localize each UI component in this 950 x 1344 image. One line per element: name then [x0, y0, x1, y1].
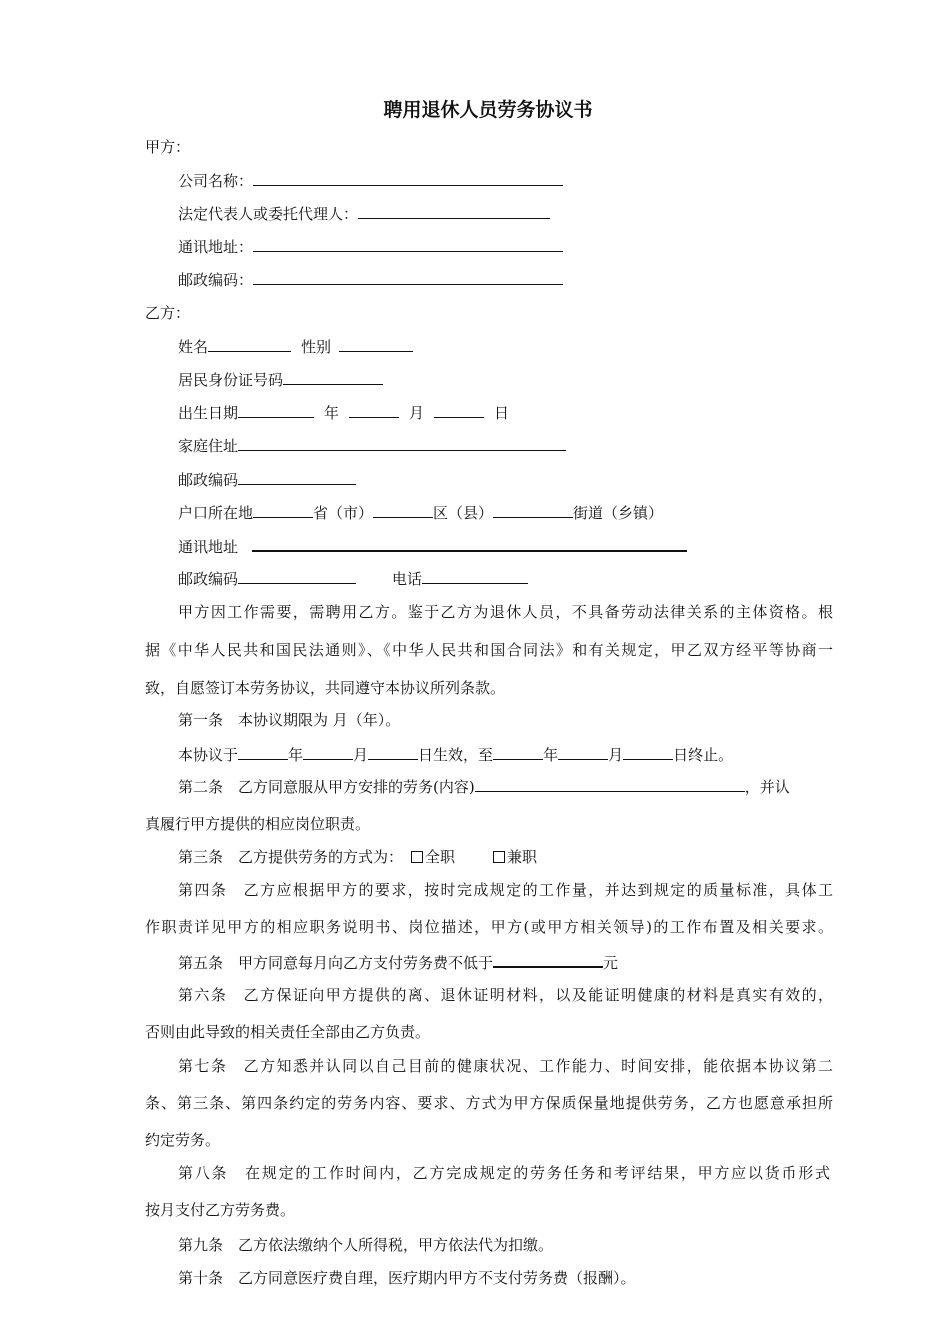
- term-start-month-blank[interactable]: [303, 744, 353, 760]
- hukou-district-label: 区（县）: [433, 504, 494, 522]
- term-end-year-blank[interactable]: [493, 744, 543, 760]
- article-8-line-2: 按月支付乙方劳务费。: [145, 1201, 296, 1219]
- hukou-street-label: 街道（乡镇）: [573, 504, 664, 522]
- term-start-month-label: 月: [353, 746, 369, 764]
- article-3-row: [178, 847, 537, 867]
- party-b-gender-label: 性别: [301, 338, 332, 356]
- intro-line-1: 甲方因工作需要，需聘用乙方。鉴于乙方为退休人员，不具备劳动法律关系的主体资格。根: [178, 603, 833, 621]
- fulltime-label: 全职: [425, 848, 456, 866]
- article-5-suffix: 元: [603, 954, 619, 972]
- article-5-row: [178, 951, 618, 973]
- article-9: 第九条 乙方依法缴纳个人所得税，甲方依法代为扣缴。: [178, 1236, 554, 1254]
- party-a-rep-row: [178, 203, 550, 224]
- article-10: 第十条 乙方同意医疗费自理，医疗期内甲方不支付劳务费（报酬）。: [178, 1269, 636, 1287]
- party-b-home-label: 家庭住址: [178, 437, 239, 455]
- article-2-prefix: 第二条 乙方同意服从甲方安排的劳务(内容): [178, 778, 475, 796]
- party-a-postcode-blank[interactable]: [253, 269, 563, 285]
- party-a-address-blank[interactable]: [253, 236, 563, 252]
- document-title: 聘用退休人员劳务协议书: [383, 99, 593, 121]
- hukou-street-blank[interactable]: [493, 502, 573, 518]
- party-b-label: 乙方：: [145, 304, 191, 322]
- term-start-day-blank[interactable]: [368, 744, 418, 760]
- term-end-month-label: 月: [608, 746, 624, 764]
- term-start-year-label: 年: [288, 746, 304, 764]
- party-b-name-blank[interactable]: [208, 336, 291, 352]
- party-a-postcode-label: 邮政编码：: [178, 271, 254, 289]
- party-b-name-row: [178, 336, 413, 357]
- intro-line-3: 致，自愿签订本劳务协议，共同遵守本协议所列条款。: [145, 679, 506, 697]
- parttime-label: 兼职: [507, 848, 538, 866]
- term-prefix: 本协议于: [178, 746, 239, 764]
- term-start-day-label: 日生效，至: [418, 746, 494, 764]
- article-2-row: [178, 776, 790, 797]
- party-b-postcode2-label: 邮政编码: [178, 570, 239, 588]
- birth-day-blank[interactable]: [434, 402, 484, 418]
- hukou-province-label: 省（市）: [313, 504, 374, 522]
- party-b-address-row: [178, 535, 687, 557]
- article-8-line-1: 第八条 在规定的工作时间内，乙方完成规定的劳务任务和考评结果，甲方应以货币形式: [178, 1164, 830, 1182]
- party-b-postcode2-blank[interactable]: [238, 568, 356, 584]
- party-b-birth-label: 出生日期: [178, 404, 239, 422]
- article-3-prefix: 第三条 乙方提供劳务的方式为：: [178, 848, 404, 866]
- party-a-company-label: 公司名称：: [178, 172, 254, 190]
- party-b-address-blank[interactable]: [252, 535, 687, 552]
- party-a-address-label: 通讯地址：: [178, 238, 254, 256]
- article-4-line-1: 第四条 乙方应根据甲方的要求，按时完成规定的工作量，并达到规定的质量标准，具体工: [178, 881, 833, 899]
- term-end-day-blank[interactable]: [623, 744, 673, 760]
- party-a-address-row: [178, 236, 563, 257]
- article-2-content-blank[interactable]: [475, 776, 745, 792]
- party-b-postcode-label: 邮政编码: [178, 471, 239, 489]
- party-a-company-row: [178, 170, 563, 191]
- article-1: 第一条 本协议期限为 月（年）。: [178, 711, 401, 729]
- article-4-line-2: 作职责详见甲方的相应职务说明书、岗位描述，甲方(或甲方相关领导)的工作布置及相关要求。: [145, 918, 833, 936]
- article-7-line-3: 约定劳务。: [145, 1131, 221, 1149]
- party-a-label: 甲方：: [145, 138, 191, 156]
- party-b-id-blank[interactable]: [283, 369, 383, 385]
- party-b-postcode-row: [178, 469, 356, 490]
- term-end-month-blank[interactable]: [558, 744, 608, 760]
- birth-year-label: 年: [324, 404, 340, 422]
- birth-month-label: 月: [409, 404, 425, 422]
- party-b-phone-blank[interactable]: [422, 568, 528, 584]
- party-b-home-row: [178, 435, 566, 456]
- term-end-year-label: 年: [543, 746, 559, 764]
- party-a-rep-blank[interactable]: [358, 203, 550, 219]
- party-a-rep-label: 法定代表人或委托代理人：: [178, 205, 359, 223]
- party-b-postcode-blank[interactable]: [238, 469, 356, 485]
- birth-day-label: 日: [494, 404, 510, 422]
- party-b-address-label: 通讯地址: [178, 538, 239, 556]
- term-start-year-blank[interactable]: [238, 744, 288, 760]
- birth-month-blank[interactable]: [349, 402, 399, 418]
- hukou-district-blank[interactable]: [373, 502, 433, 518]
- fulltime-checkbox[interactable]: [411, 851, 423, 863]
- parttime-checkbox[interactable]: [493, 851, 505, 863]
- party-a-postcode-row: [178, 269, 563, 290]
- party-b-postcode-phone-row: [178, 568, 528, 589]
- party-b-birth-row: [178, 402, 509, 423]
- party-b-phone-label: 电话: [392, 570, 423, 588]
- term-end-day-label: 日终止。: [673, 746, 734, 764]
- article-1-term-row: [178, 744, 733, 765]
- party-b-hukou-label: 户口所在地: [178, 504, 254, 522]
- hukou-province-blank[interactable]: [253, 502, 313, 518]
- article-7-line-1: 第七条 乙方知悉并认同以自己目前的健康状况、工作能力、时间安排，能依据本协议第二: [178, 1057, 833, 1075]
- party-b-name-label: 姓名: [178, 338, 209, 356]
- intro-line-2: 据《中华人民共和国民法通则》、《中华人民共和国合同法》和有关规定，甲乙双方经平等协商一: [145, 641, 833, 659]
- party-b-hukou-row: [178, 502, 663, 523]
- article-2-suffix: ，并认: [744, 778, 790, 796]
- article-6-line-2: 否则由此导致的相关责任全部由乙方负责。: [145, 1023, 431, 1041]
- article-2-line-2: 真履行甲方提供的相应岗位职责。: [145, 815, 371, 833]
- party-b-id-label: 居民身份证号码: [178, 371, 284, 389]
- birth-year-blank[interactable]: [238, 402, 314, 418]
- party-b-gender-blank[interactable]: [339, 336, 413, 352]
- party-a-company-blank[interactable]: [253, 170, 563, 186]
- article-5-prefix: 第五条 甲方同意每月向乙方支付劳务费不低于: [178, 954, 494, 972]
- party-b-home-blank[interactable]: [238, 435, 566, 451]
- article-6-line-1: 第六条 乙方保证向甲方提供的离、退休证明材料，以及能证明健康的材料是真实有效的，: [178, 986, 833, 1004]
- article-7-line-2: 条、第三条、第四条约定的劳务内容、要求、方式为甲方保质保量地提供劳务，乙方也愿意承担所: [145, 1094, 833, 1112]
- party-b-id-row: [178, 369, 383, 390]
- article-5-amount-blank[interactable]: [493, 951, 603, 968]
